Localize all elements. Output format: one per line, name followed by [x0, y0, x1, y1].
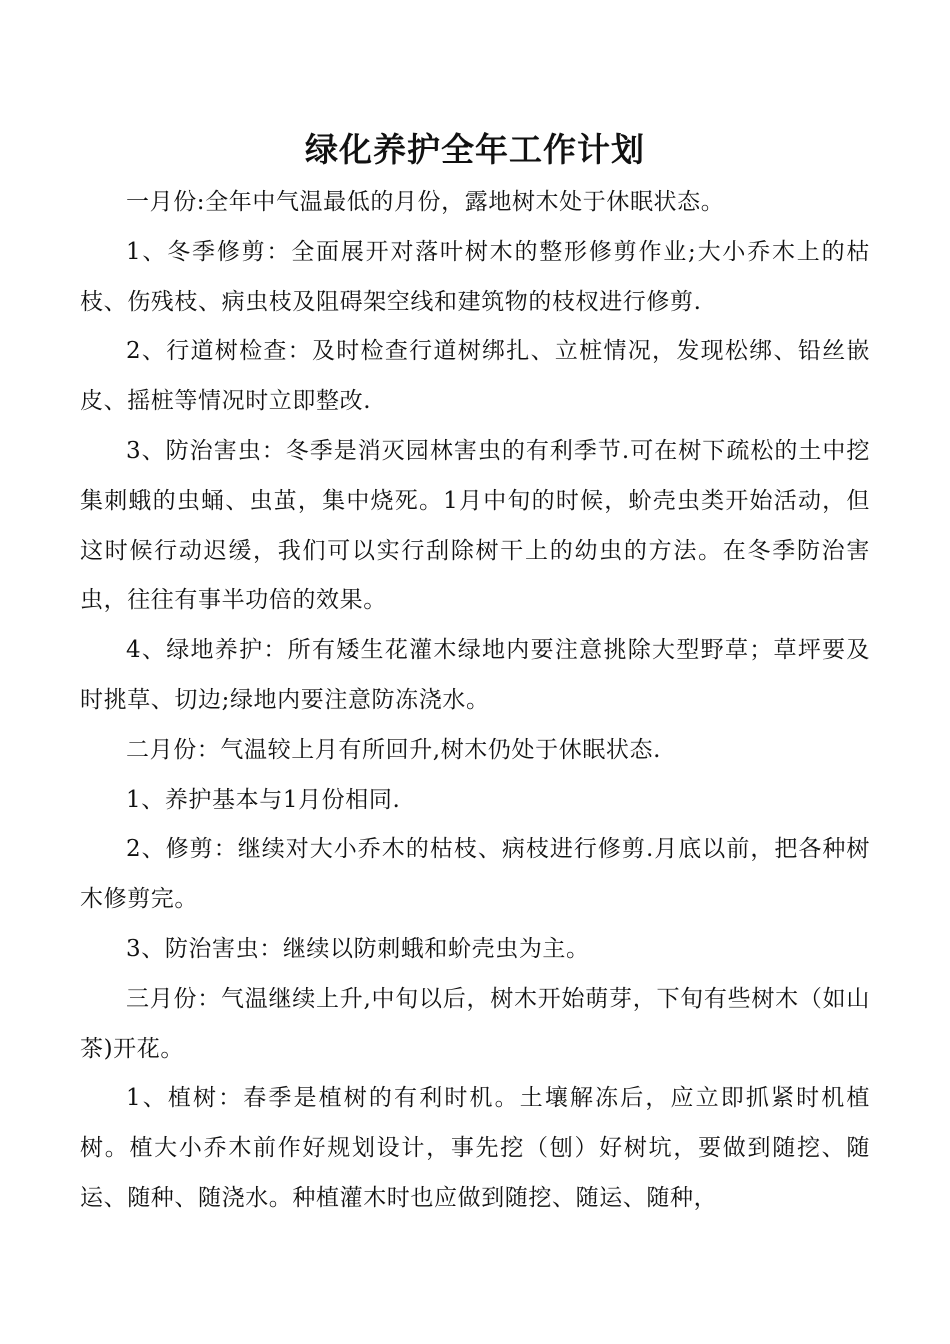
paragraph-january-intro: 一月份:全年中气温最低的月份，露地树木处于休眠状态。: [126, 189, 725, 215]
paragraph-february-pruning: 2、修剪：继续对大小乔木的枯枝、病枝进行修剪.月底以前，把各种树木修剪完。: [80, 836, 870, 913]
paragraph-march-planting: 1、植树：春季是植树的有利时机。土壤解冻后，应立即抓紧时机植树。植大小乔木前作好规划设计，事先挖（刨）好树坑，要做到随挖、随运、随种、随浇水。种植灌木时也应做到随挖、随运、随种，: [80, 1085, 870, 1211]
paragraph-march-intro: 三月份：气温继续上升,中旬以后，树木开始萌芽，下旬有些树木（如山茶)开花。: [80, 985, 870, 1062]
paragraph-street-tree-check: 2、行道树检查：及时检查行道树绑扎、立桩情况，发现松绑、铅丝嵌皮、摇桩等情况时立即整改.: [80, 338, 870, 415]
paragraph-pest-control: 3、防治害虫：冬季是消灭园林害虫的有利季节.可在树下疏松的土中挖集刺蛾的虫蛹、虫茧，集中烧死。1月中旬的时候，蚧壳虫类开始活动，但这时候行动迟缓，我们可以实行刮除树干上的幼虫的方法。在冬季防治害虫，往往有事半功倍的效果。: [80, 437, 870, 614]
paragraph-february-intro: 二月份：气温较上月有所回升,树木仍处于休眠状态.: [126, 736, 662, 763]
paragraph-february-pests: 3、防治害虫：继续以防刺蛾和蚧壳虫为主。: [126, 935, 590, 962]
paragraph-green-maintenance: 4、绿地养护：所有矮生花灌木绿地内要注意挑除大型野草；草坪要及时挑草、切边;绿地内要注意防冻浇水。: [80, 637, 870, 713]
document-title: 绿化养护全年工作计划: [305, 130, 645, 169]
paragraph-winter-pruning: 1、冬季修剪：全面展开对落叶树木的整形修剪作业;大小乔木上的枯枝、伤残枝、病虫枝及阻碍架空线和建筑物的枝杈进行修剪.: [80, 238, 870, 315]
document-body: [80, 178, 870, 1224]
paragraph-february-care: 1、养护基本与1月份相同.: [126, 786, 401, 813]
